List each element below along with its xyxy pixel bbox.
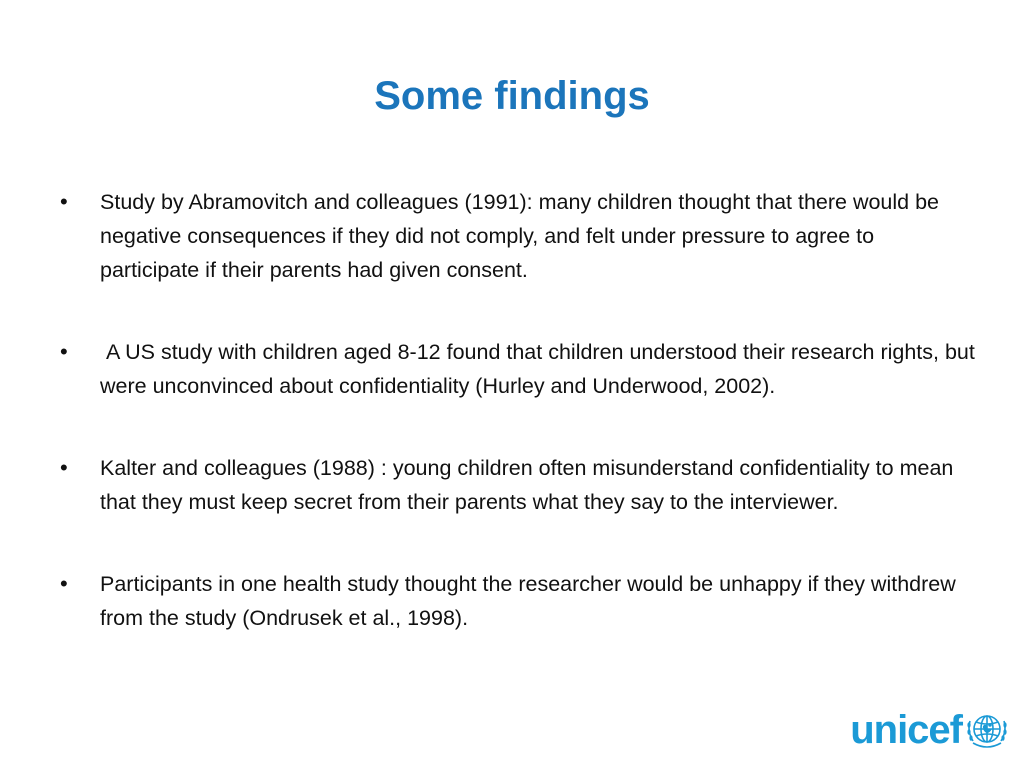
bullet-text: Study by Abramovitch and colleagues (1991): many children thought that there would be negative consequences if they did not comply, and felt under pressure to agree to participate if their parents had given consent. [100, 190, 945, 282]
logo-text: unicef [850, 708, 962, 752]
bullet-marker: • [60, 339, 68, 364]
slide-title: Some findings [374, 74, 650, 118]
bullet-marker: • [60, 571, 68, 596]
bullet-marker: • [60, 189, 68, 214]
unicef-logo [850, 704, 1010, 756]
bullet-text: Participants in one health study thought the researcher would be unhappy if they withdrew from the study (Ondrusek et al., 1998). [100, 572, 962, 630]
unicef-emblem-icon [964, 707, 1010, 753]
bullet-item [58, 567, 978, 635]
bullet-text: A US study with children aged 8-12 found that children understood their research rights, but were unconvinced about confidentiality (Hurley and Underwood, 2002). [100, 340, 981, 398]
bullet-item [58, 335, 981, 403]
bullet-list [58, 185, 981, 683]
bullet-item [58, 451, 978, 519]
bullet-item [58, 185, 978, 287]
bullet-text: Kalter and colleagues (1988) : young children often misunderstand confidentiality to mean that they must keep secret from their parents what they say to the interviewer. [100, 456, 960, 514]
bullet-marker: • [60, 455, 68, 480]
